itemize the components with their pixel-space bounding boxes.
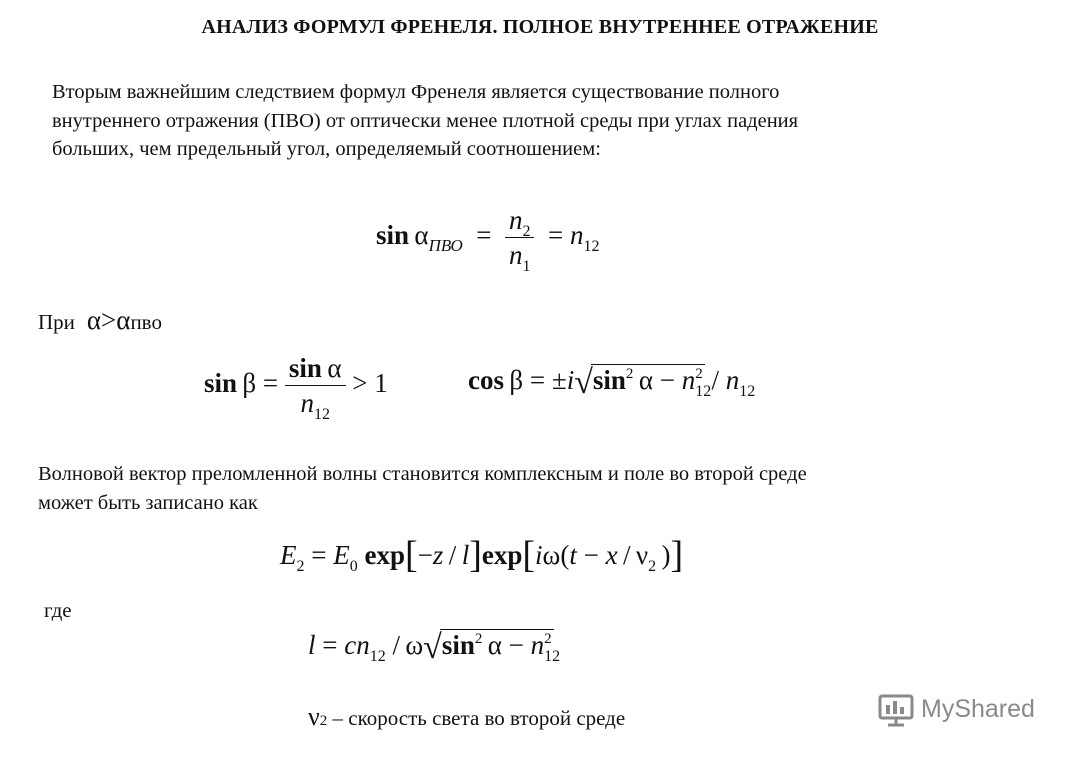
page-title: АНАЛИЗ ФОРМУЛ ФРЕНЕЛЯ. ПОЛНОЕ ВНУТРЕННЕЕ ОТРАЖЕНИЕ (201, 16, 879, 38)
wave-paragraph (38, 460, 1058, 517)
condition-line: При α>αпво (38, 305, 162, 335)
intro-paragraph (52, 78, 1052, 164)
intro-line-2: внутреннего отражения (ПВО) от оптически менее плотной среды при углах падения (52, 109, 799, 132)
cos-beta-formula: $\cos \beta = \pm i√\sin^2$ $\alpha - n_{12}^2 / n_{12}$ (468, 364, 756, 401)
watermark-text: MyShared (921, 695, 1035, 723)
condition-subscript: пво (130, 310, 162, 334)
wave-line-1: Волновой вектор преломленной волны становится комплексным и поле во второй среде (38, 463, 807, 485)
footnote-line: ν2 – скорость света во второй среде (308, 702, 626, 731)
intro-line-3: больших, чем предельный угол, определяемый соотношением: (52, 138, 601, 160)
intro-line-1: Вторым важнейшим следствием формул Френеля является существование полного (52, 81, 780, 103)
field-formula: $E_2 = E_0$ $\exp[-z / l]\exp[i\omega(t - x / \nu_2$ )] (280, 534, 684, 576)
sin-beta-formula: sin β = $\frac{\text{sin α}}{n_{12}}$ > 1 (204, 353, 388, 423)
penetration-depth-formula: $l = cn_{12} / \omega√\sin^2$ $\alpha - n_{12}^2$ (308, 629, 561, 666)
watermark-logo (877, 692, 1042, 728)
wave-line-2: может быть записано как (38, 491, 258, 514)
footnote-symbol-sub: 2 (319, 713, 328, 729)
condition-prefix: При (38, 310, 75, 334)
critical-angle-formula: $\sin \alpha_{ПВО}$ = $\frac{n_2}{n_1}$ = $n_{12}$ (376, 205, 600, 275)
footnote-text: – скорость света во второй среде (332, 706, 626, 730)
presentation-icon (877, 692, 917, 728)
where-label: где (44, 598, 72, 622)
